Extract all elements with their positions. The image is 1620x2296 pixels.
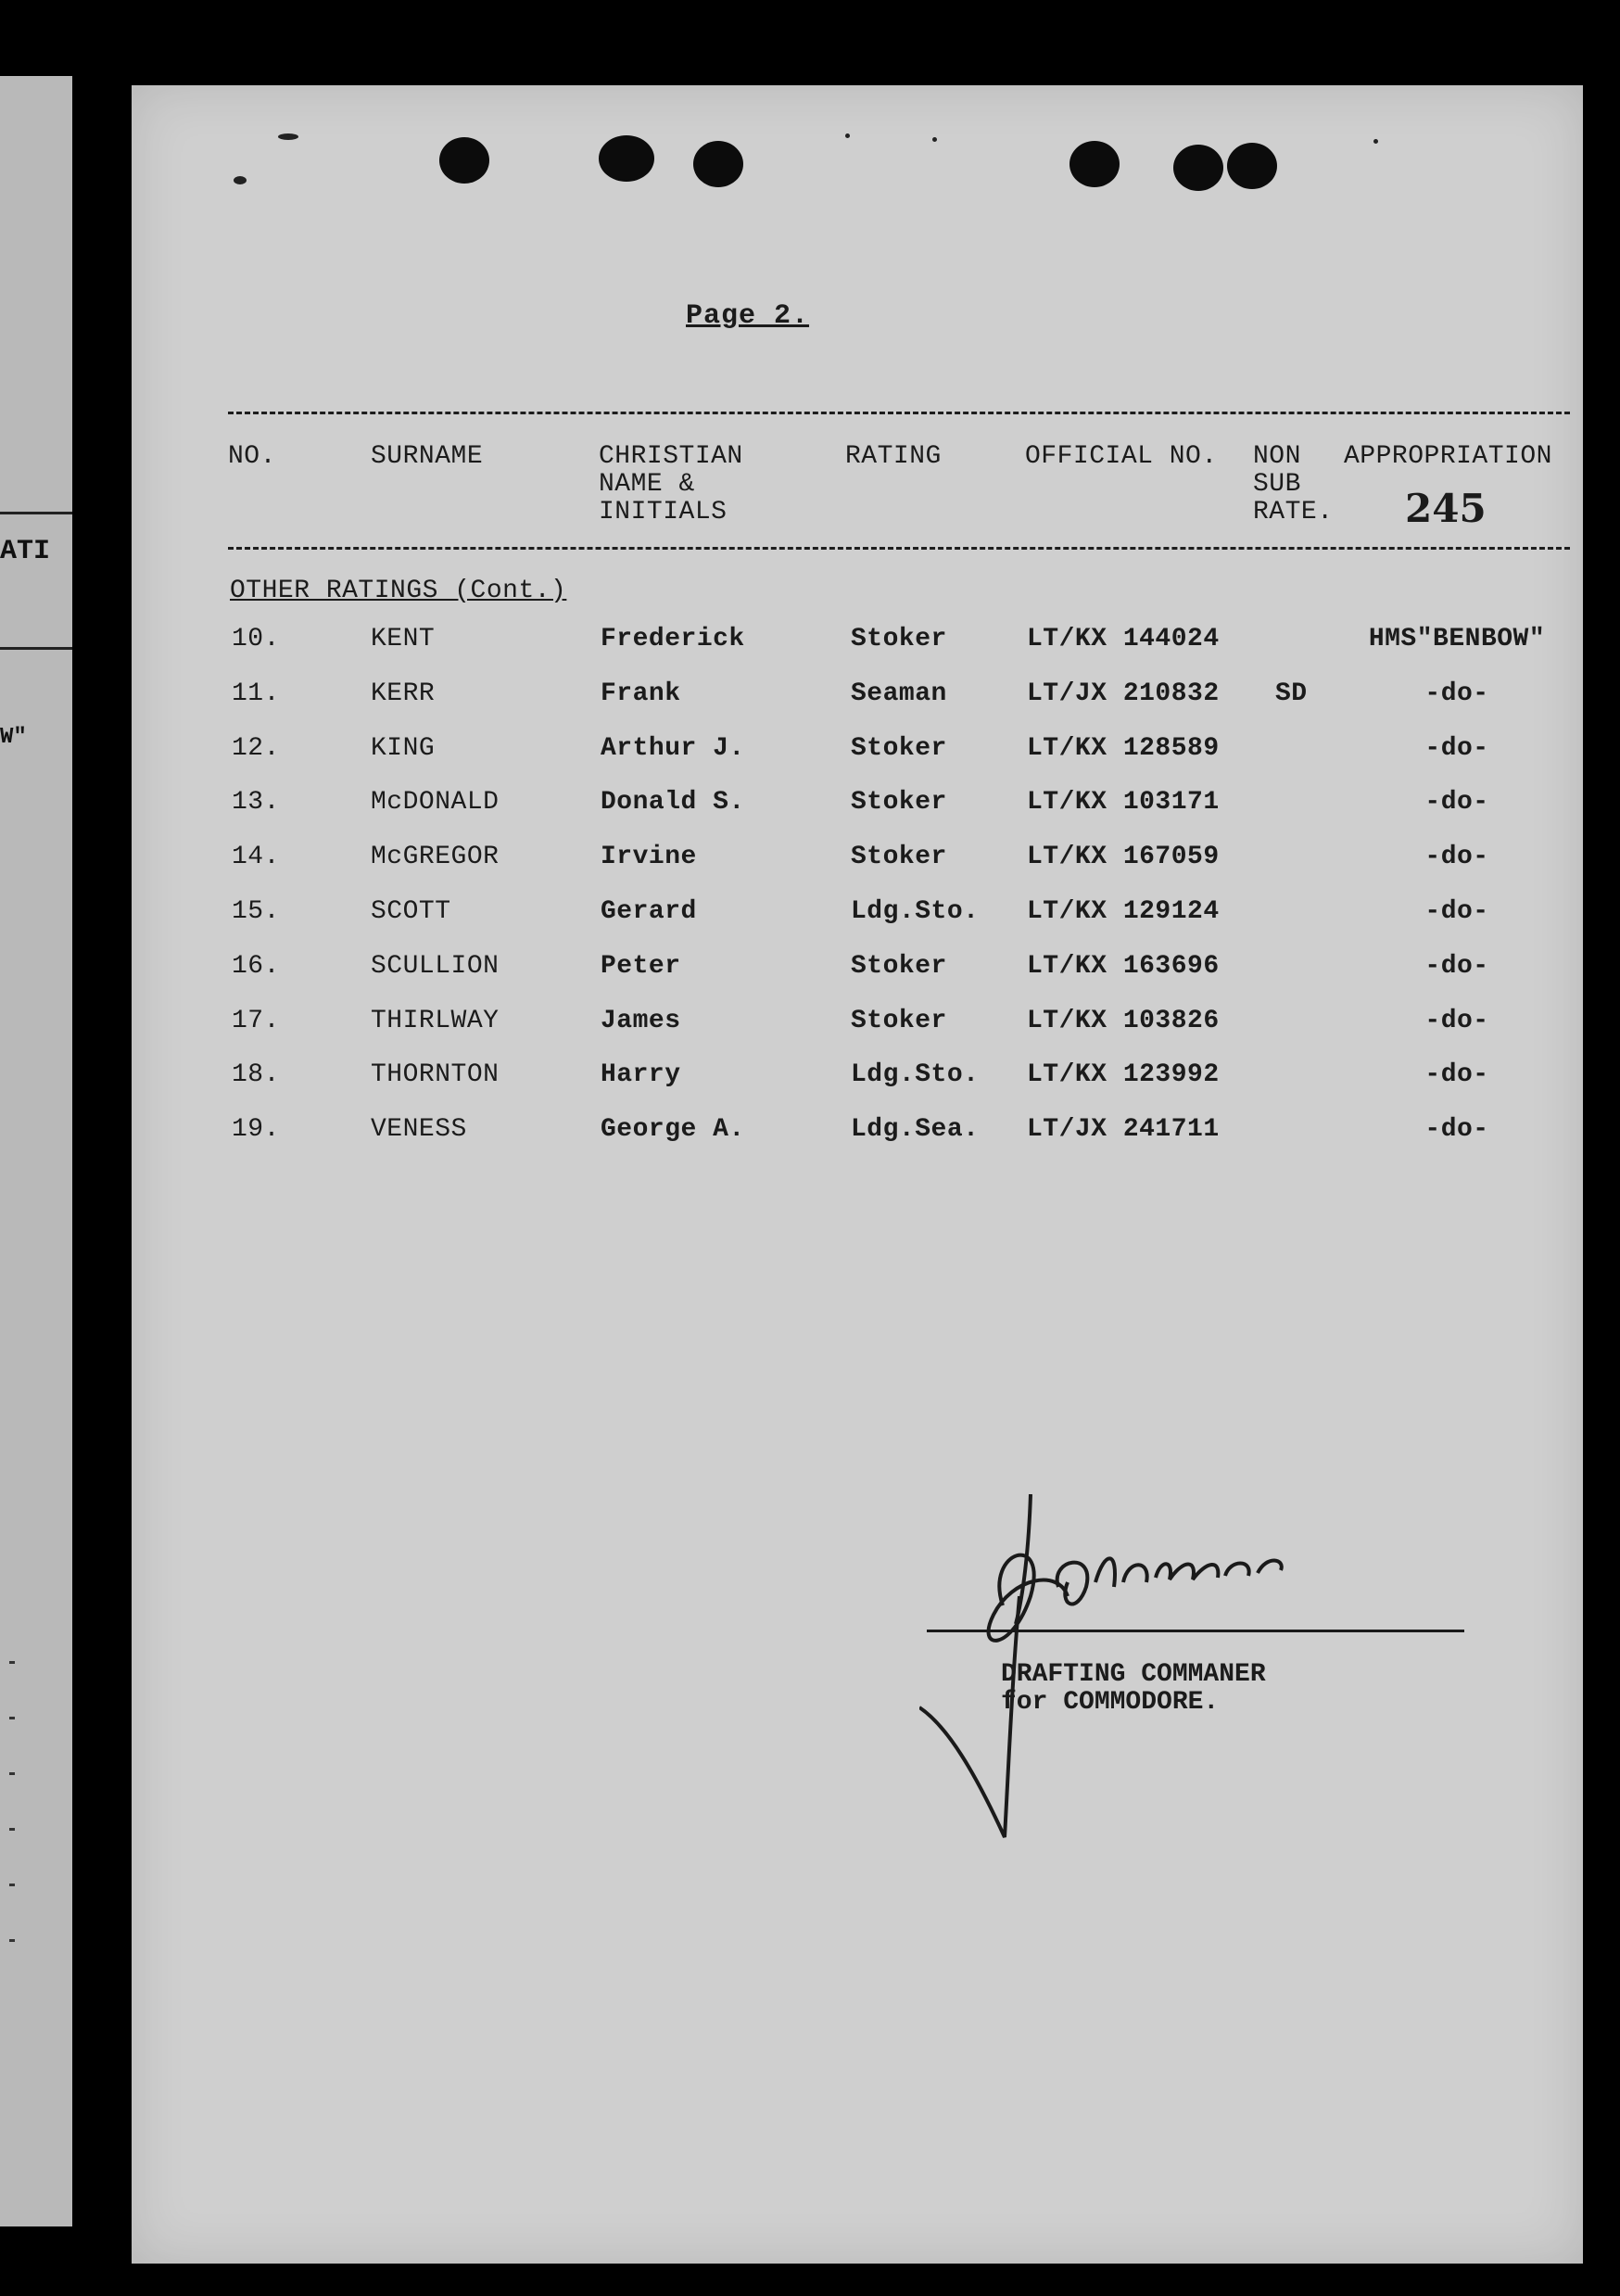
left-sheet-fragment: ATI xyxy=(0,536,51,567)
row-appropriation: HMS"BENBOW" xyxy=(1368,625,1546,653)
row-surname: THIRLWAY xyxy=(371,1006,500,1035)
column-header-no: NO. xyxy=(228,442,276,471)
row-non-sub-rate: SD xyxy=(1275,679,1308,708)
table-row xyxy=(132,678,1583,715)
row-surname: McDONALD xyxy=(371,788,500,818)
row-appropriation: -do- xyxy=(1424,1060,1489,1090)
row-official-no: LT/KX 103826 xyxy=(1027,1006,1220,1035)
row-official-no: LT/KX 123992 xyxy=(1027,1060,1220,1090)
section-heading: OTHER RATINGS (Cont.) xyxy=(230,577,567,605)
row-christian-name: Irvine xyxy=(601,843,697,872)
ink-speck xyxy=(278,133,298,140)
row-rating: Stoker xyxy=(851,951,947,981)
punch-hole xyxy=(599,135,654,182)
left-sheet-tick xyxy=(9,1661,15,1664)
row-appropriation: -do- xyxy=(1424,951,1489,981)
table-row xyxy=(132,732,1583,769)
row-surname: THORNTON xyxy=(371,1060,500,1090)
punch-hole xyxy=(693,141,743,187)
row-surname: KING xyxy=(371,733,436,763)
document-page xyxy=(132,85,1583,2264)
row-appropriation: -do- xyxy=(1424,1006,1489,1035)
row-christian-name: Frederick xyxy=(601,625,745,653)
row-official-no: LT/JX 241711 xyxy=(1027,1115,1220,1145)
column-header-appropriation: APPROPRIATION xyxy=(1344,442,1552,471)
row-number: 17. xyxy=(232,1006,280,1035)
row-appropriation: -do- xyxy=(1424,788,1489,818)
row-rating: Stoker xyxy=(851,625,947,653)
row-christian-name: George A. xyxy=(601,1115,745,1145)
table-row xyxy=(132,623,1583,660)
punch-hole xyxy=(1173,145,1223,191)
row-surname: SCULLION xyxy=(371,951,500,981)
left-sheet-rule xyxy=(0,512,72,514)
signature-line xyxy=(927,1630,1464,1632)
stamp-number: 245 xyxy=(1405,486,1487,531)
row-number: 10. xyxy=(232,625,280,653)
row-number: 18. xyxy=(232,1060,280,1090)
row-christian-name: James xyxy=(601,1006,681,1035)
row-christian-name: Peter xyxy=(601,951,681,981)
row-official-no: LT/KX 103171 xyxy=(1027,788,1220,818)
row-official-no: LT/KX 129124 xyxy=(1027,897,1220,926)
table-row xyxy=(132,1059,1583,1096)
row-christian-name: Arthur J. xyxy=(601,733,745,763)
row-surname: SCOTT xyxy=(371,897,451,926)
row-appropriation: -do- xyxy=(1424,679,1489,708)
row-official-no: LT/KX 163696 xyxy=(1027,951,1220,981)
adjacent-page-edge xyxy=(0,76,72,2226)
row-number: 14. xyxy=(232,843,280,872)
row-rating: Stoker xyxy=(851,733,947,763)
row-surname: McGREGOR xyxy=(371,843,500,872)
row-rating: Stoker xyxy=(851,1006,947,1035)
row-official-no: LT/JX 210832 xyxy=(1027,679,1220,708)
row-christian-name: Gerard xyxy=(601,897,697,926)
punch-hole xyxy=(1227,143,1277,189)
row-appropriation: -do- xyxy=(1424,843,1489,872)
row-surname: VENESS xyxy=(371,1115,467,1145)
left-sheet-tick xyxy=(9,1939,15,1942)
row-appropriation: -do- xyxy=(1424,733,1489,763)
signatory-title: DRAFTING COMMANER for COMMODORE. xyxy=(1001,1660,1266,1717)
table-row xyxy=(132,786,1583,823)
left-sheet-fragment: W" xyxy=(0,725,27,750)
row-number: 13. xyxy=(232,788,280,818)
table-row xyxy=(132,1005,1583,1042)
left-sheet-tick xyxy=(9,1772,15,1775)
ink-speck xyxy=(932,137,937,142)
table-row xyxy=(132,950,1583,987)
row-rating: Ldg.Sto. xyxy=(851,897,980,926)
left-sheet-tick xyxy=(9,1717,15,1719)
ink-speck xyxy=(234,176,247,184)
left-sheet-tick xyxy=(9,1884,15,1886)
column-header-surname: SURNAME xyxy=(371,442,484,471)
row-christian-name: Frank xyxy=(601,679,681,708)
row-rating: Seaman xyxy=(851,679,947,708)
row-number: 19. xyxy=(232,1115,280,1145)
punch-hole xyxy=(1069,141,1120,187)
table-row xyxy=(132,895,1583,932)
row-christian-name: Harry xyxy=(601,1060,681,1090)
header-top-rule xyxy=(228,412,1570,414)
left-sheet-rule xyxy=(0,647,72,650)
row-number: 11. xyxy=(232,679,280,708)
row-appropriation: -do- xyxy=(1424,897,1489,926)
column-header-christian-name: CHRISTIAN NAME & INITIALS xyxy=(599,442,743,526)
column-header-official-no: OFFICIAL NO. xyxy=(1025,442,1218,471)
row-surname: KERR xyxy=(371,679,436,708)
row-official-no: LT/KX 144024 xyxy=(1027,625,1220,653)
row-number: 12. xyxy=(232,733,280,763)
row-rating: Stoker xyxy=(851,788,947,818)
row-number: 15. xyxy=(232,897,280,926)
table-row xyxy=(132,1113,1583,1150)
row-rating: Stoker xyxy=(851,843,947,872)
column-header-non-sub-rate: NON SUB RATE. xyxy=(1253,442,1334,526)
row-rating: Ldg.Sto. xyxy=(851,1060,980,1090)
row-number: 16. xyxy=(232,951,280,981)
row-appropriation: -do- xyxy=(1424,1115,1489,1145)
row-official-no: LT/KX 128589 xyxy=(1027,733,1220,763)
row-surname: KENT xyxy=(371,625,436,653)
row-christian-name: Donald S. xyxy=(601,788,745,818)
header-bottom-rule xyxy=(228,547,1570,550)
page-title: Page 2. xyxy=(686,300,810,332)
row-rating: Ldg.Sea. xyxy=(851,1115,980,1145)
ink-speck xyxy=(845,133,850,138)
punch-hole xyxy=(439,137,489,184)
column-header-rating: RATING xyxy=(845,442,942,471)
row-official-no: LT/KX 167059 xyxy=(1027,843,1220,872)
table-row xyxy=(132,841,1583,878)
ink-speck xyxy=(1373,139,1378,144)
left-sheet-tick xyxy=(9,1828,15,1831)
